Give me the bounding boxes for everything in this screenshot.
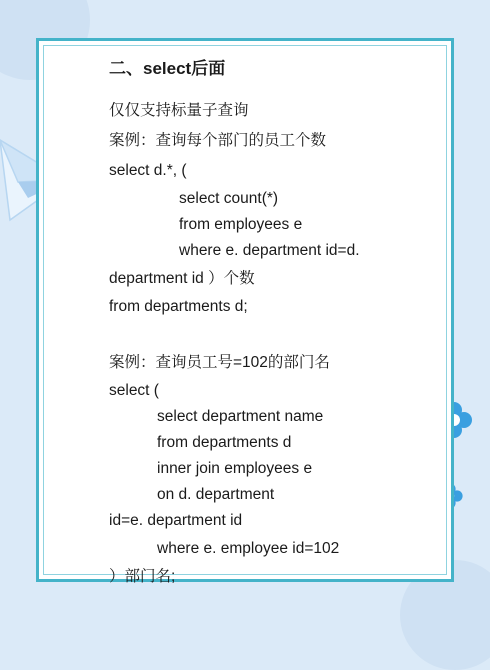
- code-line: inner join employees e: [157, 460, 313, 477]
- code-line: from employees e: [179, 216, 303, 233]
- section-title: 二、select后面: [109, 59, 226, 78]
- document-card: [36, 38, 454, 585]
- code-line: from departments d;: [109, 298, 248, 315]
- code-line: id=e. department id: [109, 512, 243, 529]
- code-line: select (: [109, 382, 159, 399]
- code-line: on d. department: [157, 486, 275, 503]
- code-line: select department name: [157, 408, 324, 425]
- text-line: 案例：查询每个部门的员工个数: [109, 132, 327, 149]
- code-line: select count(*): [179, 190, 279, 207]
- code-line: where e. employee id=102: [157, 540, 340, 557]
- code-line: select d.*, (: [109, 162, 187, 179]
- code-line: from departments d: [157, 434, 292, 451]
- code-line: ）部门名;: [109, 568, 176, 585]
- text-line: 案例：查询员工号=102的部门名: [109, 354, 330, 371]
- code-line: department id ）个数: [109, 270, 255, 287]
- code-line: where e. department id=d.: [179, 242, 360, 259]
- text-line: 仅仅支持标量子查询: [109, 102, 249, 119]
